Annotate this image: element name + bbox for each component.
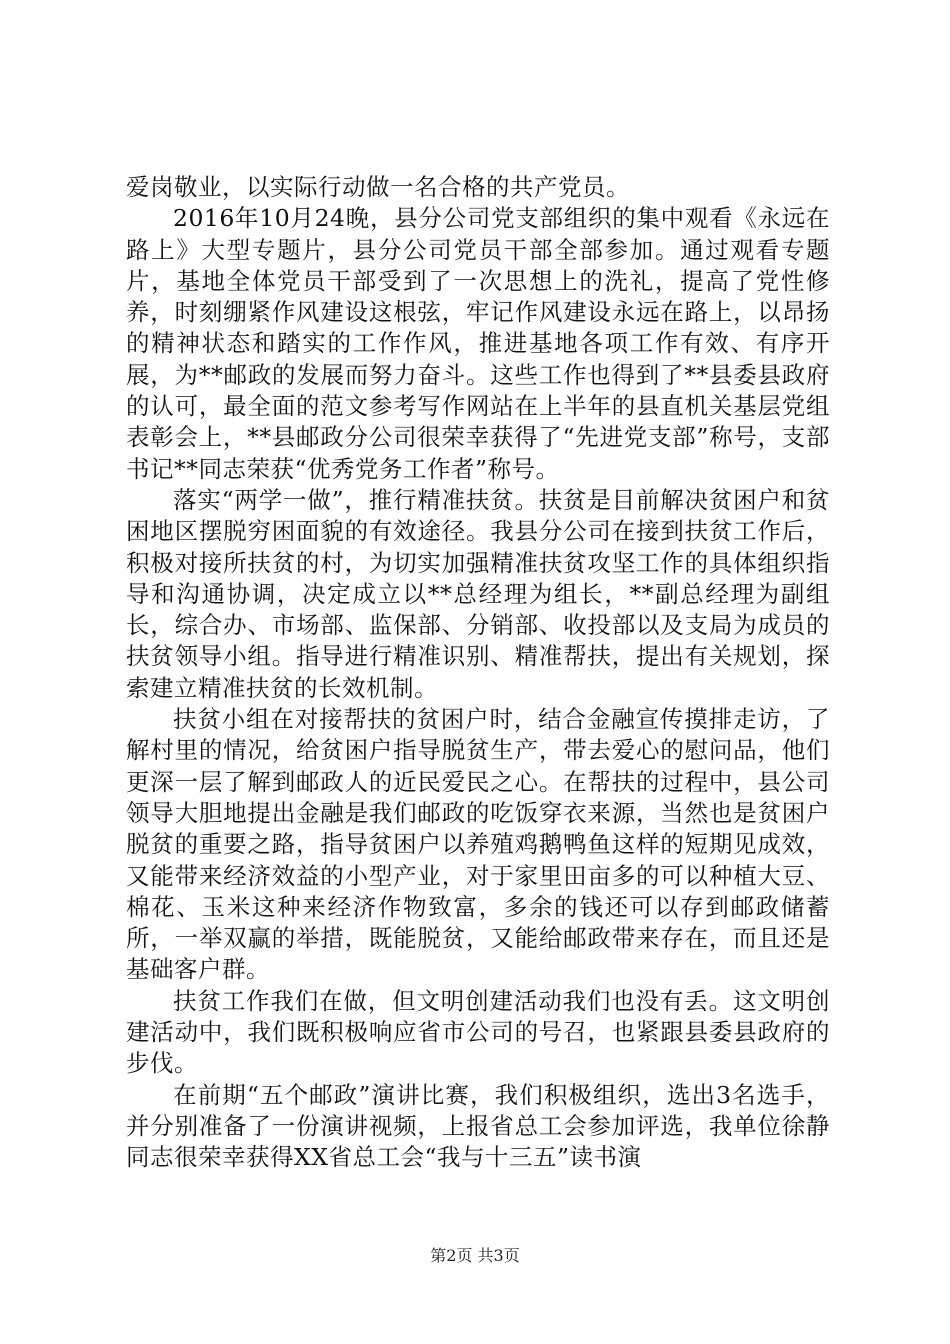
paragraph-poverty-team: 扶贫小组在对接帮扶的贫困户时，结合金融宣传摸排走访，了解村里的情况，给贫困户指导脱贫生产，带去爱心的慰问品，他们更深一层了解到邮政人的近民爱民之心。在帮扶的过程中，县公司领导大胆地提出金融是我们邮政的吃饭穿衣来源，当然也是贫困户脱贫的重要之路，指导贫困户以养殖鸡鹅鸭鱼这样的短期见成效，又能带来经济效益的小型产业，对于家里田亩多的可以种植大豆、棉花、玉米这种来经济作物致富，多余的钱还可以存到邮政储蓄所，一举双赢的举措，既能脱贫，又能给邮政带来存在，而且还是基础客户群。 (126, 705, 830, 984)
document-body (126, 172, 830, 1174)
page-footer: 第2页 共3页 (430, 1246, 520, 1265)
paragraph-poverty-alleviation: 落实“两学一做”，推行精准扶贫。扶贫是目前解决贫困户和贫困地区摆脱穷困面貌的有效途径。我县分公司在接到扶贫工作后，积极对接所扶贫的村，为切实加强精准扶贫攻坚工作的具体组织指导和沟通协调，决定成立以**总经理为组长，**副总经理为副组长，综合办、市场部、监保部、分销部、收投部以及支局为成员的扶贫领导小组。指导进行精准识别、精准帮扶，提出有关规划，探索建立精准扶贫的长效机制。 (126, 485, 830, 702)
paragraph-continuation: 爱岗敬业，以实际行动做一名合格的共产党员。 (126, 173, 630, 201)
paragraph-video-viewing: 2016年10月24晚，县分公司党支部组织的集中观看《永远在路上》大型专题片，县分公司党员干部全部参加。通过观看专题片，基地全体党员干部受到了一次思想上的洗礼，提高了党性修养，时刻绷紧作风建设这根弦，牢记作风建设永远在路上，以昂扬的精神状态和踏实的工作作风，推进基地各项工作有效、有序开展，为**邮政的发展而努力奋斗。这些工作也得到了**县委县政府的认可，最全面的范文参考写作网站在上半年的县直机关基层党组表彰会上，**县邮政分公司很荣幸获得了“先进党支部”称号，支部书记**同志荣获“优秀党务工作者”称号。 (126, 204, 830, 483)
paragraph-speech-contest: 在前期“五个邮政”演讲比赛，我们积极组织，选出3名选手，并分别准备了一份演讲视频，上报省总工会参加评选，我单位徐静同志很荣幸获得XX省总工会“我与十三五”读书演 (126, 1080, 830, 1172)
paragraph-civilization: 扶贫工作我们在做，但文明创建活动我们也没有丢。这文明创建活动中，我们既积极响应省市公司的号召，也紧跟县委县政府的步伐。 (126, 986, 830, 1078)
